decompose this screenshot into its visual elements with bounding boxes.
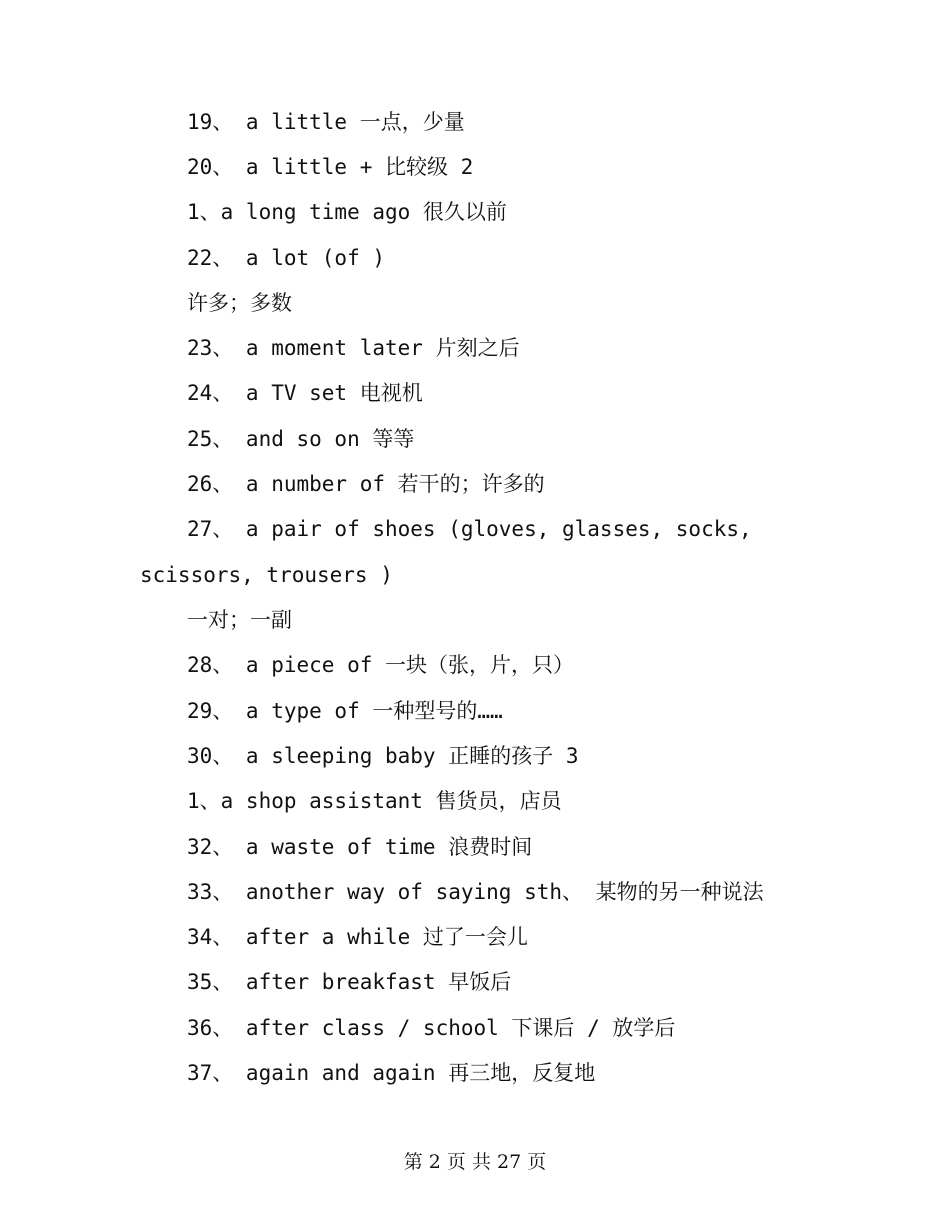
entry-line: 37、 again and again 再三地，反复地 — [187, 1061, 596, 1085]
entry-line: 33、 another way of saying sth、 某物的另一种说法 — [187, 880, 764, 904]
entry-line: 29、 a type of 一种型号的…… — [187, 699, 503, 723]
entry-line: 35、 after breakfast 早饭后 — [187, 970, 512, 994]
entry-line: 1、a shop assistant 售货员，店员 — [187, 789, 562, 813]
entry-line: 24、 a TV set 电视机 — [187, 381, 423, 405]
entry-line: 1、a long time ago 很久以前 — [187, 200, 507, 224]
entry-line: 一对；一副 — [187, 608, 292, 632]
entry-line: 26、 a number of 若干的；许多的 — [187, 472, 545, 496]
entry-line: 34、 after a while 过了一会儿 — [187, 925, 528, 949]
entry-line: 28、 a piece of 一块（张，片，只） — [187, 653, 575, 677]
entry-line: 许多；多数 — [187, 291, 292, 315]
entry-line: 20、 a little + 比较级 2 — [187, 155, 474, 179]
entry-line: 36、 after class / school 下课后 / 放学后 — [187, 1016, 676, 1040]
entry-line: scissors, trousers ) — [140, 563, 393, 587]
entry-line: 25、 and so on 等等 — [187, 427, 415, 451]
page-footer: 第 2 页 共 27 页 — [403, 1151, 547, 1173]
entry-line: 30、 a sleeping baby 正睡的孩子 3 — [187, 744, 579, 768]
entry-line: 27、 a pair of shoes (gloves, glasses, socks, — [187, 517, 752, 541]
entry-line: 22、 a lot (of ) — [187, 246, 386, 270]
entry-line: 32、 a waste of time 浪费时间 — [187, 835, 533, 859]
entry-line: 23、 a moment later 片刻之后 — [187, 336, 520, 360]
entry-line: 19、 a little 一点，少量 — [187, 110, 465, 134]
